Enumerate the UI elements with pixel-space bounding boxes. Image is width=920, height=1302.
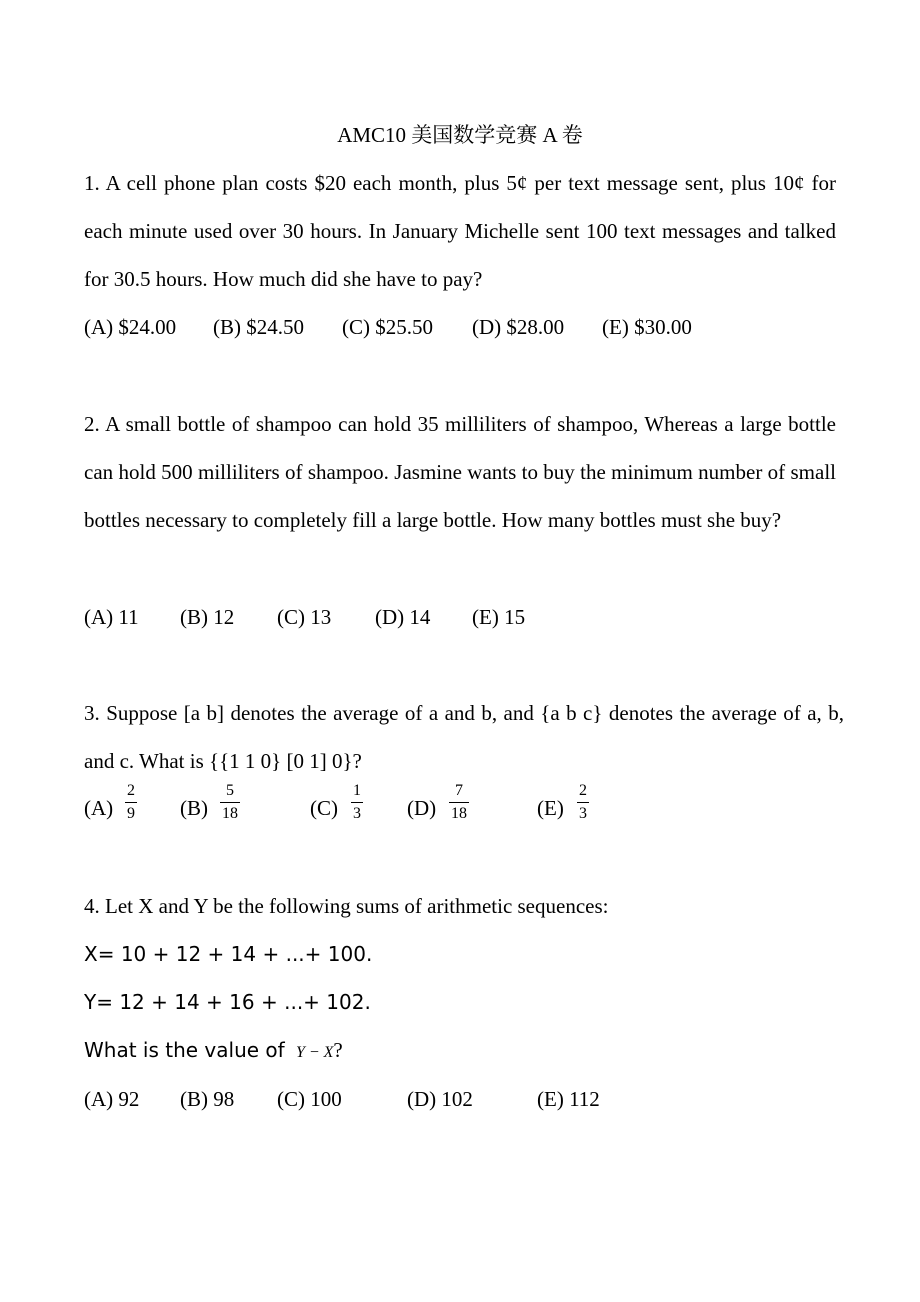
q1-choice-e: (E) $30.00 [602, 315, 692, 339]
fraction-numerator: 2 [127, 782, 135, 799]
fraction-bar [220, 802, 240, 803]
q3-choice-a-label: (A) [84, 796, 114, 820]
q4-choice-e: (E) 112 [537, 1087, 600, 1111]
question-4-question-mark: ? [333, 1038, 343, 1062]
fraction-bar [351, 802, 363, 803]
fraction-denominator: 3 [353, 805, 361, 822]
page-title: AMC10 美国数学竞赛 A 卷 [337, 123, 583, 147]
q3-choice-b-label: (B) [180, 796, 208, 820]
question-4-prompt [84, 1036, 343, 1067]
fraction-bar [125, 802, 137, 803]
fraction-bar [449, 802, 469, 803]
q3-choice-d-fraction [449, 782, 469, 823]
question-4-expression: Y − X [295, 1044, 334, 1061]
question-2-choices [84, 603, 844, 631]
q3-choice-c-fraction [351, 782, 363, 823]
question-4-text: 4. Let X and Y be the following sums of arithmetic sequences: [84, 894, 609, 918]
question-2-text: 2. A small bottle of shampoo can hold 35 milliliters of shampoo, Whereas a large bottle can hold 500 milliliters of shampoo. Jasmine wants to buy the minimum number of small bottles necessary to completely fill a large bottle. How many bottles must she buy? [84, 412, 836, 532]
q2-choice-c: (C) 13 [277, 605, 332, 629]
fraction-numerator: 7 [455, 782, 463, 799]
question-4-prompt-text: What is the value of [84, 1038, 285, 1062]
q2-choice-e: (E) 15 [472, 605, 526, 629]
fraction-denominator: 3 [579, 805, 587, 822]
q4-choice-a: (A) 92 [84, 1087, 140, 1111]
q2-choice-b: (B) 12 [180, 605, 235, 629]
q3-choice-d-label: (D) [407, 796, 437, 820]
q1-choice-d: (D) $28.00 [472, 315, 565, 339]
question-4-choices [84, 1085, 844, 1113]
fraction-numerator: 2 [579, 782, 587, 799]
fraction-denominator: 18 [222, 805, 238, 822]
q3-choice-e-label: (E) [537, 796, 564, 820]
fraction-numerator: 1 [353, 782, 361, 799]
question-3-text: 3. Suppose [a b] denotes the average of a and b, and {a b c} denotes the average of a, b, and c. What is {{1 1 0} [0 1] 0}? [84, 701, 844, 773]
question-1-choices [84, 313, 844, 341]
q4-choice-b: (B) 98 [180, 1087, 235, 1111]
fraction-bar [577, 802, 589, 803]
question-4-y-sum: Y= 12 + 14 + 16 + ...+ 102. [84, 990, 371, 1014]
fraction-denominator: 9 [127, 805, 135, 822]
q3-choice-e-fraction [577, 782, 589, 823]
q3-choice-c-label: (C) [310, 796, 338, 820]
q1-choice-a: (A) $24.00 [84, 315, 177, 339]
question-4-x-sum: X= 10 + 12 + 14 + ...+ 100. [84, 942, 373, 966]
q4-choice-d: (D) 102 [407, 1087, 473, 1111]
q3-choice-b-fraction [220, 782, 240, 823]
q1-choice-b: (B) $24.50 [213, 315, 304, 339]
q4-choice-c: (C) 100 [277, 1087, 342, 1111]
q2-choice-d: (D) 14 [375, 605, 431, 629]
question-1-text: 1. A cell phone plan costs $20 each month, plus 5¢ per text message sent, plus 10¢ for each minute used over 30 hours. In January Michelle sent 100 text messages and talked for 30.5 hours. How much did she have to pay? [84, 171, 836, 291]
q1-choice-c: (C) $25.50 [342, 315, 433, 339]
q2-choice-a: (A) 11 [84, 605, 139, 629]
question-3-choices [84, 782, 844, 834]
fraction-numerator: 5 [226, 782, 234, 799]
fraction-denominator: 18 [451, 805, 467, 822]
q3-choice-a-fraction [125, 782, 137, 823]
